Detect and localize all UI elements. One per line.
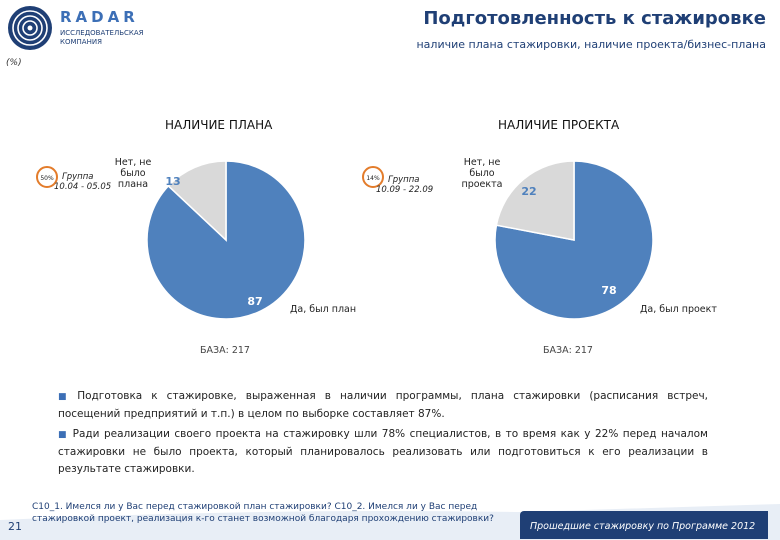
value-label-plan-no: 13 (165, 175, 181, 188)
value-label-project-no: 22 (521, 185, 537, 198)
slice-label-plan-yes: Да, был план (290, 304, 357, 315)
value-label-project-yes: 78 (601, 284, 617, 297)
group-label: Группа (388, 175, 420, 185)
group-badge-value: 14% (366, 175, 380, 182)
slice-label-plan-no: Нет, не было плана (114, 157, 152, 190)
base-plan: БАЗА: 217 (200, 345, 250, 356)
bullet-text: Подготовка к стажировке, выраженная в наличии программы, плана стажировки (расписания встреч, посещений предприятий и т.п.) в целом по выборке составляет 87%. (58, 390, 708, 420)
bullet-text: Ради реализации своего проекта на стажировку шли 78% специалистов, в то время как у 22% перед началом стажировки не было проекта, который планировалось реализовать или подготовиться к его реализации в результате стажировки. (58, 428, 708, 475)
page-subtitle: наличие плана стажировки, наличие проекта/бизнес-плана (416, 38, 766, 51)
footer-banner-text: Прошедшие стажировку по Программе 2012 (530, 521, 756, 532)
page-number: 21 (8, 520, 22, 533)
bullet-square-icon: ■ (58, 392, 73, 402)
slice-label-project-yes: Да, был проект (640, 304, 717, 315)
page-title: Подготовленность к стажировке (423, 8, 766, 29)
footnote: С10_1. Имелся ли у Вас перед стажировкой план стажировки? С10_2. Имелся ли у Вас перед стажировкой проект, реализация к-го станет возможной благодаря прохождению стажировки? (32, 502, 494, 524)
group-dates: 10.04 - 05.05 (54, 182, 112, 192)
group-badge-value: 50% (40, 175, 54, 182)
group-label: Группа (62, 172, 94, 182)
base-project: БАЗА: 217 (543, 345, 593, 356)
value-label-plan-yes: 87 (247, 295, 263, 308)
bullet-item (58, 388, 708, 423)
bullet-square-icon: ■ (58, 430, 68, 440)
group-dates: 10.09 - 22.09 (376, 185, 434, 195)
unit-label: (%) (6, 58, 22, 68)
bullet-item (58, 426, 708, 478)
radar-logo-icon (6, 4, 54, 52)
chart-title-plan: НАЛИЧИЕ ПЛАНА (165, 118, 273, 132)
pie-chart-plan (140, 150, 310, 330)
logo-word: RADAR (60, 8, 139, 26)
slice-label-project-no: Нет, не было проекта (461, 157, 503, 190)
chart-title-project: НАЛИЧИЕ ПРОЕКТА (498, 118, 620, 132)
logo-subtitle: ИССЛЕДОВАТЕЛЬСКАЯ КОМПАНИЯ (60, 29, 144, 46)
